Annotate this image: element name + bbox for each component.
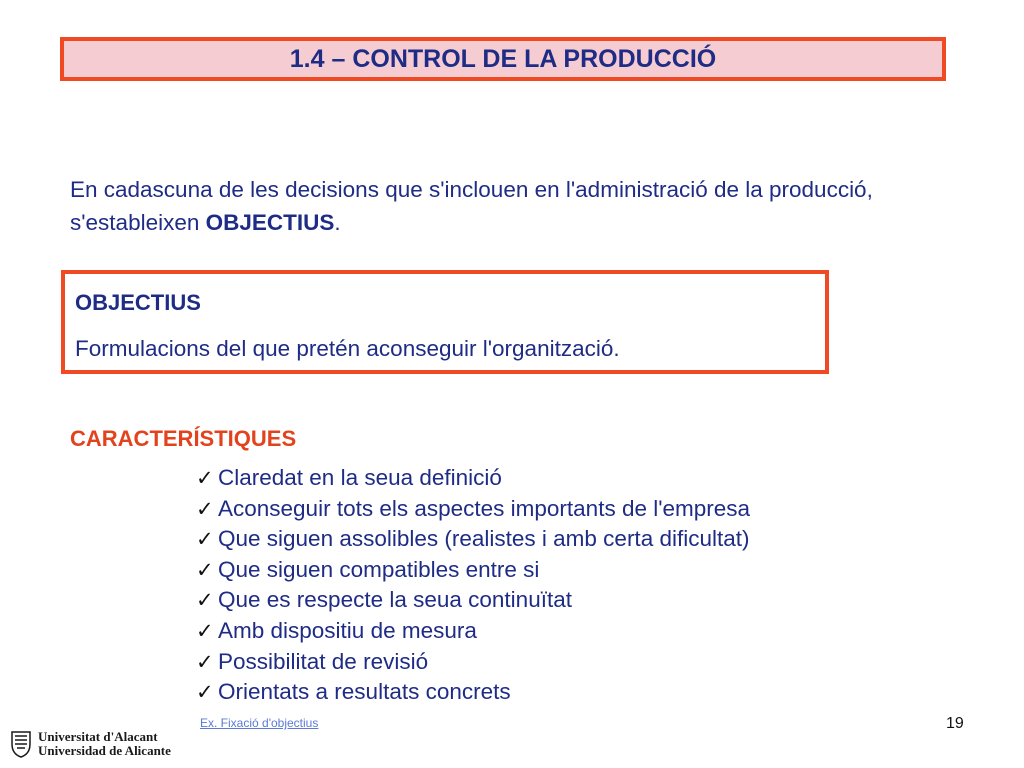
intro-period: . <box>334 210 341 235</box>
university-crest-icon <box>10 730 32 758</box>
list-item-text: Orientats a resultats concrets <box>218 679 511 705</box>
list-item-text: Que es respecte la seua continuïtat <box>218 587 572 613</box>
characteristics-heading: CARACTERÍSTIQUES <box>70 426 297 451</box>
list-item <box>196 647 750 678</box>
list-item <box>196 494 750 525</box>
check-mark-icon: ✓ <box>196 466 214 490</box>
objectives-definition: Formulacions del que pretén aconseguir l'organització. <box>75 336 620 361</box>
list-item-text: Que siguen assolibles (realistes i amb certa dificultat) <box>218 526 750 552</box>
check-mark-icon: ✓ <box>196 588 214 613</box>
check-mark-icon: ✓ <box>196 680 214 705</box>
list-item <box>196 463 750 494</box>
list-item-text: Claredat en la seua definició <box>218 465 502 490</box>
university-name-ca: Universitat d'Alacant <box>38 729 158 744</box>
check-mark-icon: ✓ <box>196 649 214 674</box>
intro-paragraph <box>70 173 910 239</box>
list-item <box>196 677 750 708</box>
check-mark-icon: ✓ <box>196 557 214 582</box>
university-name <box>38 730 171 758</box>
check-mark-icon: ✓ <box>196 618 214 643</box>
check-mark-icon: ✓ <box>196 527 214 552</box>
exercise-link[interactable]: Ex. Fixació d'objectius <box>200 716 319 730</box>
intro-emphasis: OBJECTIUS <box>205 210 335 235</box>
university-logo <box>10 730 171 758</box>
intro-text: En cadascuna de les decisions que s'inclouen en l'administració de la producció, s'estableixen <box>70 177 873 235</box>
list-item <box>196 585 750 616</box>
list-item-text: Que siguen compatibles entre si <box>218 556 540 582</box>
page-number: 19 <box>946 715 964 732</box>
check-mark-icon: ✓ <box>196 496 214 521</box>
list-item <box>196 524 750 555</box>
objectives-box <box>61 270 829 374</box>
characteristics-list <box>196 463 750 708</box>
list-item <box>196 616 750 647</box>
list-item-text: Amb dispositiu de mesura <box>218 617 477 643</box>
title-banner <box>60 37 946 81</box>
slide-title: 1.4 – CONTROL DE LA PRODUCCIÓ <box>289 44 717 73</box>
list-item <box>196 555 750 586</box>
list-item-text: Aconseguir tots els aspectes importants de l'empresa <box>218 495 751 521</box>
university-name-es: Universidad de Alicante <box>38 743 171 758</box>
objectives-heading: OBJECTIUS <box>75 290 201 315</box>
list-item-text: Possibilitat de revisió <box>218 648 429 674</box>
